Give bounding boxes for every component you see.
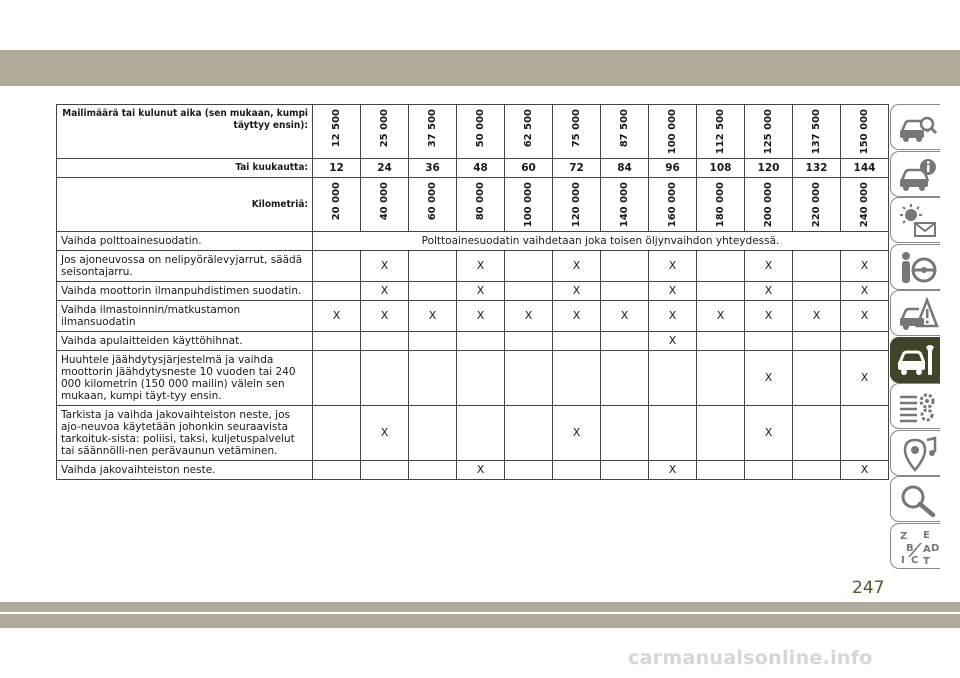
mark-cell: X	[649, 282, 697, 301]
header-cell-text: 40 000	[378, 182, 390, 221]
top-decorative-band	[0, 50, 960, 86]
header-cell	[313, 105, 361, 159]
mark-cell: X	[745, 251, 793, 282]
mark-cell: X	[649, 332, 697, 351]
mark-cell: X	[553, 251, 601, 282]
header-cell: 84	[601, 159, 649, 178]
mark-cell: X	[553, 301, 601, 332]
mark-cell	[697, 461, 745, 480]
music-navigation-icon	[897, 436, 937, 472]
header-cell-text: 37 500	[426, 109, 438, 148]
mark-cell	[697, 332, 745, 351]
watermark: carmanualsonline.info	[628, 647, 873, 669]
mark-cell	[505, 282, 553, 301]
mark-cell	[313, 461, 361, 480]
row-label: Vaihda ilmastoinnin/matkustamon ilmansuodatin	[57, 301, 313, 332]
mark-cell: X	[457, 251, 505, 282]
mark-cell: X	[649, 251, 697, 282]
row-label: Vaihda jakovaihteiston neste.	[57, 461, 313, 480]
span-note-cell: Polttoainesuodatin vaihdetaan joka toisen öljynvaihdon yhteydessä.	[313, 232, 889, 251]
chapter-tab[interactable]	[890, 151, 940, 197]
mark-cell	[601, 282, 649, 301]
mark-cell: X	[601, 301, 649, 332]
mark-cell	[793, 251, 841, 282]
header-cell	[409, 178, 457, 232]
mark-cell	[409, 351, 457, 406]
mark-cell	[601, 351, 649, 406]
header-cell	[361, 105, 409, 159]
chapter-tab[interactable]	[890, 523, 940, 569]
mark-cell	[697, 406, 745, 461]
chapter-tab[interactable]	[890, 104, 940, 150]
svg-text:C: C	[911, 554, 919, 566]
mark-cell	[553, 461, 601, 480]
header-cell	[697, 178, 745, 232]
mark-cell	[793, 351, 841, 406]
mark-cell: X	[649, 301, 697, 332]
mark-cell: X	[745, 282, 793, 301]
mark-cell: X	[361, 282, 409, 301]
mark-cell	[361, 332, 409, 351]
mark-cell: X	[745, 351, 793, 406]
header-cell	[745, 105, 793, 159]
header-cell	[697, 105, 745, 159]
mark-cell	[409, 251, 457, 282]
mark-cell: X	[361, 301, 409, 332]
mark-cell	[361, 461, 409, 480]
mark-cell: X	[409, 301, 457, 332]
mark-cell: X	[745, 301, 793, 332]
warning-lights-mail-icon	[897, 203, 937, 239]
mark-cell	[409, 332, 457, 351]
header-cell-text: 125 000	[762, 109, 774, 155]
mark-cell	[601, 461, 649, 480]
header-cell	[841, 178, 889, 232]
header-cell-text: 140 000	[618, 182, 630, 228]
mark-cell	[505, 251, 553, 282]
header-cell	[793, 105, 841, 159]
chapter-tab[interactable]	[890, 383, 940, 429]
header-cell-text: 12 500	[330, 109, 342, 148]
header-cell-text: 62 500	[522, 109, 534, 148]
header-cell: 96	[649, 159, 697, 178]
car-info-icon	[897, 157, 937, 193]
mark-cell	[697, 282, 745, 301]
header-cell-text: 180 000	[714, 182, 726, 228]
header-cell	[649, 105, 697, 159]
header-cell: 24	[361, 159, 409, 178]
header-cell: 120	[745, 159, 793, 178]
header-cell	[505, 105, 553, 159]
mark-cell	[745, 461, 793, 480]
header-cell-text: 50 000	[474, 109, 486, 148]
row-label: Vaihda apulaitteiden käyttöhihnat.	[57, 332, 313, 351]
row-label: Huuhtele jäähdytysjärjestelmä ja vaihda moottorin jäähdytysneste 10 vuoden tai 240 000 kilometrin (150 000 mailin) välein sen mukaan, kumpi täyt-tyy ensin.	[57, 351, 313, 406]
page-number: 247	[852, 578, 885, 598]
header-cell-text: 120 000	[570, 182, 582, 228]
table-row	[57, 301, 889, 332]
svg-text:A: A	[923, 543, 931, 555]
header-row-label: Mailimäärä tai kulunut aika (sen mukaan, kumpi täyttyy ensin):	[57, 105, 313, 159]
mark-cell	[409, 406, 457, 461]
chapter-tab[interactable]	[890, 476, 940, 522]
mark-cell	[649, 406, 697, 461]
mark-cell	[505, 351, 553, 406]
mark-cell: X	[745, 406, 793, 461]
mark-cell	[313, 406, 361, 461]
mark-cell	[841, 332, 889, 351]
header-cell-text: 240 000	[858, 182, 870, 228]
mark-cell	[793, 332, 841, 351]
header-cell-text: 60 000	[426, 182, 438, 221]
svg-text:I: I	[901, 554, 905, 566]
mark-cell	[793, 282, 841, 301]
mark-cell	[601, 251, 649, 282]
mark-cell: X	[505, 301, 553, 332]
header-cell	[313, 178, 361, 232]
header-cell-text: 25 000	[378, 109, 390, 148]
chapter-tab[interactable]	[890, 244, 940, 290]
mark-cell: X	[841, 351, 889, 406]
bottom-decorative-band	[0, 602, 960, 628]
mark-cell: X	[553, 406, 601, 461]
header-cell: 108	[697, 159, 745, 178]
mark-cell	[793, 461, 841, 480]
header-cell	[601, 105, 649, 159]
mark-cell	[505, 461, 553, 480]
seatbelt-steering-icon	[897, 250, 937, 286]
header-cell	[745, 178, 793, 232]
search-icon	[897, 482, 937, 518]
table-row	[57, 351, 889, 406]
header-cell	[601, 178, 649, 232]
header-row-label: Kilometriä:	[57, 178, 313, 232]
header-row-label: Tai kuukautta:	[57, 159, 313, 178]
header-cell	[457, 105, 505, 159]
mark-cell	[313, 332, 361, 351]
header-cell-text: 160 000	[666, 182, 678, 228]
mark-cell	[793, 406, 841, 461]
header-cell-text: 112 500	[714, 109, 726, 155]
svg-text:B: B	[906, 542, 914, 554]
mark-cell: X	[649, 461, 697, 480]
header-cell	[793, 178, 841, 232]
header-cell	[553, 105, 601, 159]
header-cell: 36	[409, 159, 457, 178]
header-cell-text: 87 500	[618, 109, 630, 148]
row-label: Vaihda moottorin ilmanpuhdistimen suodatin.	[57, 282, 313, 301]
mark-cell	[409, 461, 457, 480]
mark-cell	[457, 406, 505, 461]
row-label: Vaihda polttoainesuodatin.	[57, 232, 313, 251]
row-label: Jos ajoneuvossa on nelipyörälevyjarrut, säädä seisontajarru.	[57, 251, 313, 282]
mark-cell: X	[841, 301, 889, 332]
header-cell-text: 150 000	[858, 109, 870, 155]
header-cell	[649, 178, 697, 232]
header-cell: 132	[793, 159, 841, 178]
car-wrench-icon	[897, 343, 937, 379]
header-cell-text: 100 000	[522, 182, 534, 228]
row-label: Tarkista ja vaihda jakovaihteiston neste, jos ajo-neuvoa käytetään johonkin seuraavista tarkoituk-sista: poliisi, taksi, kuljetuspalvelut tai säännölli-nen perävaunun vetäminen.	[57, 406, 313, 461]
mark-cell: X	[697, 301, 745, 332]
table-row	[57, 282, 889, 301]
mark-cell	[649, 351, 697, 406]
mark-cell	[313, 282, 361, 301]
mark-cell: X	[553, 282, 601, 301]
chapter-tab[interactable]	[890, 430, 940, 476]
header-cell	[505, 178, 553, 232]
mark-cell	[409, 282, 457, 301]
header-cell	[457, 178, 505, 232]
mark-cell: X	[793, 301, 841, 332]
mark-cell	[841, 406, 889, 461]
mark-cell: X	[841, 461, 889, 480]
mark-cell	[457, 332, 505, 351]
svg-text:E: E	[923, 529, 930, 541]
mark-cell	[313, 251, 361, 282]
alphabet-index-icon	[897, 529, 940, 567]
header-cell	[553, 178, 601, 232]
header-cell	[361, 178, 409, 232]
header-cell: 12	[313, 159, 361, 178]
header-cell-text: 220 000	[810, 182, 822, 228]
table-row	[57, 406, 889, 461]
svg-text:T: T	[923, 555, 930, 567]
header-cell: 60	[505, 159, 553, 178]
svg-text:Z: Z	[900, 530, 908, 542]
header-cell	[409, 105, 457, 159]
chapter-tab[interactable]	[890, 337, 940, 383]
mark-cell	[457, 351, 505, 406]
mark-cell	[313, 351, 361, 406]
header-cell-text: 100 000	[666, 109, 678, 155]
table-row	[57, 332, 889, 351]
mark-cell	[601, 406, 649, 461]
header-cell-text: 137 500	[810, 109, 822, 155]
mark-cell: X	[841, 251, 889, 282]
chapter-tab[interactable]	[890, 290, 940, 336]
mark-cell	[361, 351, 409, 406]
header-cell-text: 80 000	[474, 182, 486, 221]
mark-cell: X	[361, 406, 409, 461]
car-hazard-icon	[897, 296, 937, 332]
mark-cell	[553, 351, 601, 406]
header-cell: 144	[841, 159, 889, 178]
header-cell: 72	[553, 159, 601, 178]
mark-cell: X	[457, 301, 505, 332]
svg-text:D: D	[931, 542, 940, 554]
mark-cell	[553, 332, 601, 351]
mark-cell: X	[457, 461, 505, 480]
mark-cell	[745, 332, 793, 351]
table-row	[57, 461, 889, 480]
mark-cell: X	[313, 301, 361, 332]
mark-cell	[601, 332, 649, 351]
mark-cell	[697, 351, 745, 406]
header-cell: 48	[457, 159, 505, 178]
list-gear-icon	[897, 389, 937, 425]
maintenance-schedule-table	[56, 104, 889, 480]
header-cell	[841, 105, 889, 159]
car-search-icon	[897, 110, 937, 146]
table-row	[57, 251, 889, 282]
header-cell-text: 20 000	[330, 182, 342, 221]
chapter-tab[interactable]	[890, 197, 940, 243]
mark-cell	[697, 251, 745, 282]
mark-cell: X	[457, 282, 505, 301]
mark-cell: X	[361, 251, 409, 282]
mark-cell	[505, 406, 553, 461]
mark-cell	[505, 332, 553, 351]
mark-cell: X	[841, 282, 889, 301]
header-cell-text: 75 000	[570, 109, 582, 148]
header-cell-text: 200 000	[762, 182, 774, 228]
